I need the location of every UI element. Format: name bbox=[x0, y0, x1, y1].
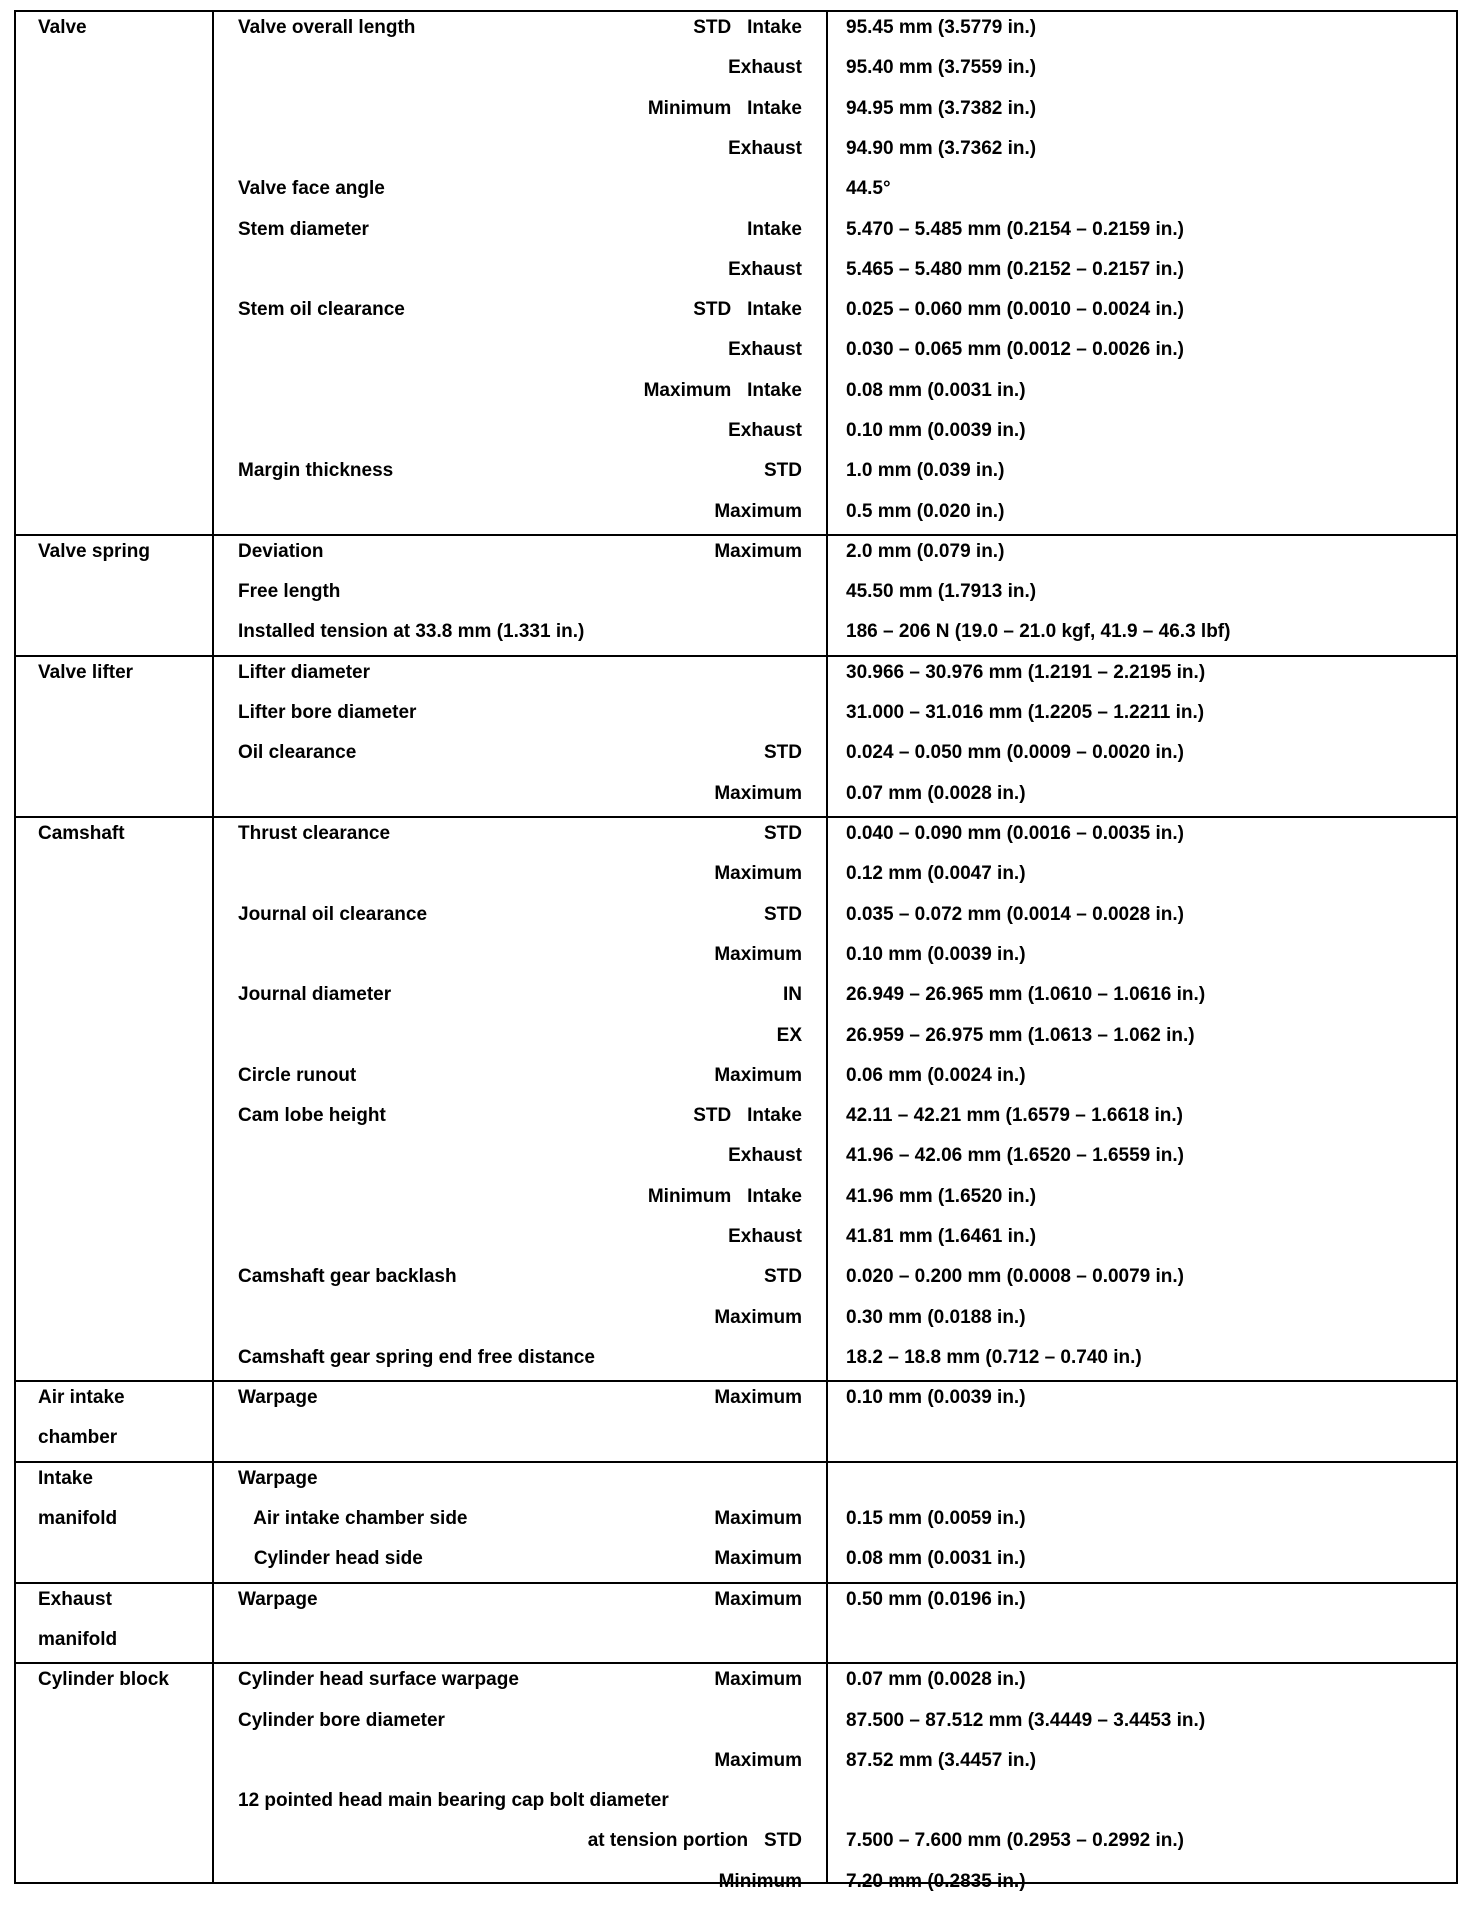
section-category: Air intake bbox=[38, 1387, 125, 1409]
spec-item: Cam lobe height bbox=[238, 1105, 386, 1127]
spec-qualifier: IN bbox=[783, 984, 802, 1006]
spec-item: Cylinder bore diameter bbox=[238, 1709, 445, 1731]
spec-section bbox=[16, 1664, 1456, 1906]
section-category: Exhaust bbox=[38, 1588, 112, 1610]
spec-table bbox=[14, 10, 1458, 1892]
spec-item: Valve overall length bbox=[238, 17, 416, 38]
spec-value: 26.959 – 26.975 mm (1.0613 – 1.062 in.) bbox=[846, 1024, 1195, 1046]
spec-value: 41.96 mm (1.6520 in.) bbox=[846, 1185, 1037, 1207]
spec-item: Camshaft gear backlash bbox=[238, 1266, 457, 1288]
spec-item: 12 pointed head main bearing cap bolt diameter bbox=[238, 1790, 669, 1812]
spec-value: 0.030 – 0.065 mm (0.0012 – 0.0026 in.) bbox=[846, 339, 1185, 361]
spec-value: 0.10 mm (0.0039 in.) bbox=[846, 943, 1026, 965]
section-category: Valve lifter bbox=[38, 661, 134, 683]
spec-value: 0.12 mm (0.0047 in.) bbox=[846, 863, 1026, 885]
spec-qualifier: Exhaust bbox=[728, 1145, 802, 1167]
spec-item: Valve face angle bbox=[238, 178, 385, 200]
spec-value: 45.50 mm (1.7913 in.) bbox=[846, 581, 1037, 603]
spec-qualifier: Exhaust bbox=[728, 57, 802, 79]
section-category: Valve bbox=[38, 17, 87, 38]
spec-qualifier: Maximum bbox=[714, 1749, 802, 1771]
spec-item: Stem diameter bbox=[238, 218, 369, 240]
spec-qualifier: Maximum bbox=[714, 1387, 802, 1409]
spec-qualifier: Maximum bbox=[714, 1306, 802, 1328]
spec-qualifier: Maximum bbox=[714, 1064, 802, 1086]
spec-value: 44.5° bbox=[846, 178, 891, 200]
spec-qualifier: Exhaust bbox=[728, 420, 802, 441]
spec-qualifier: Maximum bbox=[714, 500, 802, 522]
spec-qualifier: Maximum bbox=[714, 943, 802, 965]
spec-value: 2.0 mm (0.079 in.) bbox=[846, 540, 1005, 562]
spec-value: 0.040 – 0.090 mm (0.0016 – 0.0035 in.) bbox=[846, 823, 1185, 844]
spec-qualifier: STD bbox=[764, 742, 802, 764]
spec-qualifier: STD Intake bbox=[693, 1105, 802, 1127]
section-category: Valve spring bbox=[38, 540, 150, 562]
spec-qualifier: Exhaust bbox=[728, 137, 802, 159]
spec-item: Camshaft gear spring end free distance bbox=[238, 1346, 595, 1368]
spec-item: Air intake chamber side bbox=[238, 1508, 468, 1530]
spec-value: 30.966 – 30.976 mm (1.2191 – 2.2195 in.) bbox=[846, 661, 1206, 683]
spec-value: 5.465 – 5.480 mm (0.2152 – 0.2157 in.) bbox=[846, 258, 1185, 280]
spec-qualifier: STD Intake bbox=[693, 299, 802, 321]
spec-qualifier: STD bbox=[764, 823, 802, 844]
section-category: manifold bbox=[38, 1508, 118, 1530]
spec-qualifier: STD Intake bbox=[693, 17, 802, 38]
spec-value: 41.81 mm (1.6461 in.) bbox=[846, 1226, 1037, 1247]
spec-value: 0.035 – 0.072 mm (0.0014 – 0.0028 in.) bbox=[846, 903, 1185, 925]
spec-qualifier: Exhaust bbox=[728, 258, 802, 280]
spec-value: 41.96 – 42.06 mm (1.6520 – 1.6559 in.) bbox=[846, 1145, 1185, 1167]
section-category: Cylinder block bbox=[38, 1669, 169, 1691]
spec-section bbox=[16, 818, 1456, 1382]
spec-item: Warpage bbox=[238, 1387, 318, 1409]
spec-qualifier: Minimum Intake bbox=[647, 1185, 802, 1207]
spec-qualifier: Exhaust bbox=[728, 1226, 802, 1247]
spec-value: 0.020 – 0.200 mm (0.0008 – 0.0079 in.) bbox=[846, 1266, 1185, 1288]
spec-value: 186 – 206 N (19.0 – 21.0 kgf, 41.9 – 46.3 lbf) bbox=[846, 621, 1231, 643]
spec-item: Cylinder head side bbox=[238, 1548, 423, 1570]
spec-qualifier: STD bbox=[764, 1266, 802, 1288]
spec-value: 94.95 mm (3.7382 in.) bbox=[846, 97, 1037, 119]
spec-value: 94.90 mm (3.7362 in.) bbox=[846, 137, 1037, 159]
spec-value: 0.08 mm (0.0031 in.) bbox=[846, 379, 1026, 401]
spec-item: Free length bbox=[238, 581, 341, 603]
spec-item: Journal diameter bbox=[238, 984, 392, 1006]
spec-qualifier: Maximum bbox=[714, 782, 802, 804]
spec-value: 18.2 – 18.8 mm (0.712 – 0.740 in.) bbox=[846, 1346, 1142, 1368]
spec-item: Warpage bbox=[238, 1467, 318, 1489]
spec-qualifier: Maximum bbox=[714, 1588, 802, 1610]
spec-value: 0.50 mm (0.0196 in.) bbox=[846, 1588, 1026, 1610]
spec-value: 0.15 mm (0.0059 in.) bbox=[846, 1508, 1026, 1530]
spec-qualifier: Maximum bbox=[714, 1669, 802, 1691]
spec-value: 7.500 – 7.600 mm (0.2953 – 0.2992 in.) bbox=[846, 1830, 1185, 1852]
spec-section bbox=[16, 1463, 1456, 1584]
spec-value: 0.07 mm (0.0028 in.) bbox=[846, 782, 1026, 804]
spec-value: 0.5 mm (0.020 in.) bbox=[846, 500, 1005, 522]
spec-qualifier: Maximum Intake bbox=[643, 379, 802, 401]
spec-qualifier: STD bbox=[764, 460, 802, 482]
spec-value: 95.40 mm (3.7559 in.) bbox=[846, 57, 1037, 79]
spec-value: 1.0 mm (0.039 in.) bbox=[846, 460, 1005, 482]
section-category: chamber bbox=[38, 1427, 118, 1449]
spec-item: Warpage bbox=[238, 1588, 318, 1610]
spec-qualifier: Minimum bbox=[718, 1870, 802, 1892]
spec-value: 0.025 – 0.060 mm (0.0010 – 0.0024 in.) bbox=[846, 299, 1185, 321]
spec-value: 7.20 mm (0.2835 in.) bbox=[846, 1870, 1026, 1892]
spec-section bbox=[16, 1584, 1456, 1665]
spec-item: Cylinder head surface warpage bbox=[238, 1669, 519, 1691]
spec-value: 0.08 mm (0.0031 in.) bbox=[846, 1548, 1026, 1570]
spec-value: 0.06 mm (0.0024 in.) bbox=[846, 1064, 1026, 1086]
spec-qualifier: at tension portion STD bbox=[587, 1830, 802, 1852]
spec-qualifier: STD bbox=[764, 903, 802, 925]
spec-qualifier: Exhaust bbox=[728, 339, 802, 361]
spec-qualifier: Minimum Intake bbox=[647, 97, 802, 119]
spec-qualifier: Maximum bbox=[714, 1508, 802, 1530]
spec-section bbox=[16, 536, 1456, 657]
spec-value: 0.10 mm (0.0039 in.) bbox=[846, 1387, 1026, 1409]
spec-item: Installed tension at 33.8 mm (1.331 in.) bbox=[238, 621, 585, 643]
spec-item: Lifter bore diameter bbox=[238, 702, 417, 724]
spec-value: 0.07 mm (0.0028 in.) bbox=[846, 1669, 1026, 1691]
spec-qualifier: Maximum bbox=[714, 863, 802, 885]
spec-item: Journal oil clearance bbox=[238, 903, 428, 925]
spec-value: 87.500 – 87.512 mm (3.4449 – 3.4453 in.) bbox=[846, 1709, 1206, 1731]
spec-section bbox=[16, 657, 1456, 818]
spec-value: 0.024 – 0.050 mm (0.0009 – 0.0020 in.) bbox=[846, 742, 1185, 764]
spec-value: 26.949 – 26.965 mm (1.0610 – 1.0616 in.) bbox=[846, 984, 1206, 1006]
spec-item: Oil clearance bbox=[238, 742, 357, 764]
spec-qualifier: Intake bbox=[747, 218, 802, 240]
spec-qualifier: Maximum bbox=[714, 1548, 802, 1570]
spec-value: 95.45 mm (3.5779 in.) bbox=[846, 17, 1037, 38]
spec-section bbox=[16, 12, 1456, 536]
spec-value: 0.10 mm (0.0039 in.) bbox=[846, 420, 1026, 441]
spec-value: 87.52 mm (3.4457 in.) bbox=[846, 1749, 1037, 1771]
spec-item: Deviation bbox=[238, 540, 324, 562]
spec-qualifier: EX bbox=[776, 1024, 802, 1046]
section-category: manifold bbox=[38, 1628, 118, 1650]
spec-value: 0.30 mm (0.0188 in.) bbox=[846, 1306, 1026, 1328]
spec-value: 42.11 – 42.21 mm (1.6579 – 1.6618 in.) bbox=[846, 1105, 1183, 1127]
spec-value: 31.000 – 31.016 mm (1.2205 – 1.2211 in.) bbox=[846, 702, 1205, 724]
spec-item: Circle runout bbox=[238, 1064, 357, 1086]
spec-value: 5.470 – 5.485 mm (0.2154 – 0.2159 in.) bbox=[846, 218, 1185, 240]
spec-item: Stem oil clearance bbox=[238, 299, 405, 321]
spec-section bbox=[16, 1382, 1456, 1463]
section-category: Intake bbox=[38, 1467, 93, 1489]
spec-item: Thrust clearance bbox=[238, 823, 391, 844]
spec-qualifier: Maximum bbox=[714, 540, 802, 562]
spec-item: Lifter diameter bbox=[238, 661, 370, 683]
spec-item: Margin thickness bbox=[238, 460, 394, 482]
section-category: Camshaft bbox=[38, 823, 125, 844]
